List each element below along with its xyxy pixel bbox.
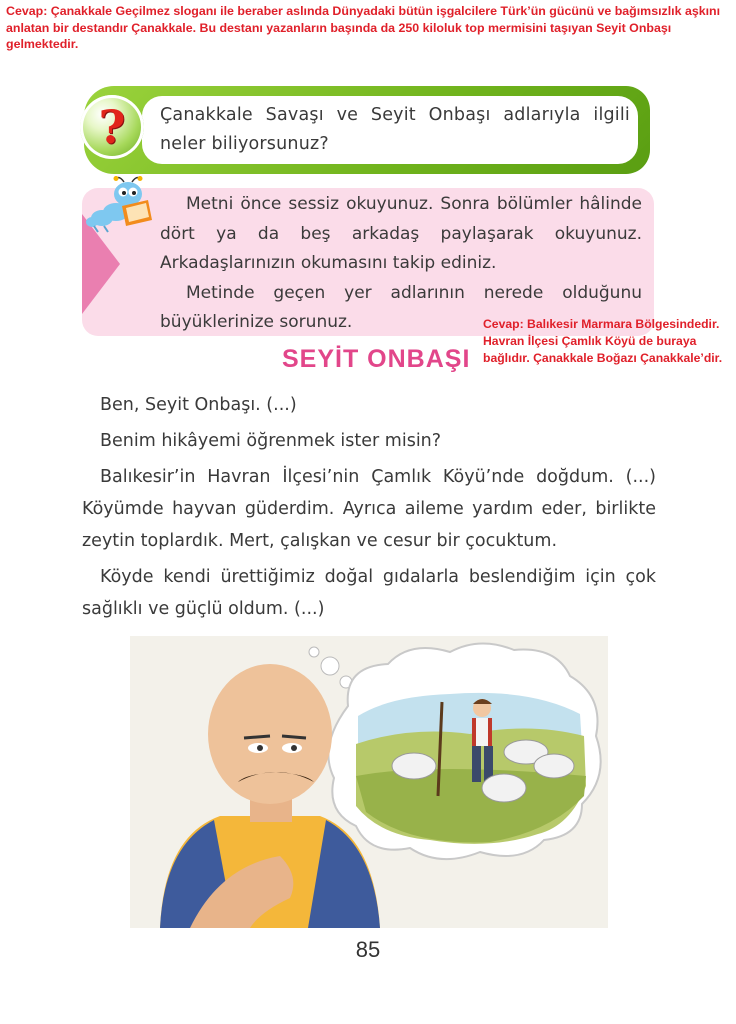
answer-note-top: Cevap: Çanakkale Geçilmez sloganı ile beraber aslında Dünyadaki bütün işgalcilere Türk’ün gücünü ve bağımsızlık aşkını anlatan bir destandır Çanakkale. Bu destanı yazanların başında da 250 kiloluk top mermisini taşıyan Seyit Onbaşı gelmektedir. [6,4,721,51]
question-text: Çanakkale Savaşı ve Seyit Onbaşı adlarıyla ilgili neler biliyorsunuz? [160,105,630,154]
question-mark-glyph: ? [98,100,126,154]
story-paragraph: Ben, Seyit Onbaşı. (...) [100,395,297,415]
page-number: 85 [355,937,381,962]
story-illustration [130,636,608,928]
reading-bug-icon [86,176,164,242]
story-paragraph: Köyde kendi ürettiğimiz doğal gıdalarla beslendiğim için çok sağlıklı ve güçlü oldum. (...) [82,567,656,619]
story-title: SEYİT ONBAŞI [282,345,471,373]
story-text [82,389,656,629]
story-paragraph: Balıkesir’in Havran İlçesi’nin Çamlık Köyü’nde doğdum. (...) Köyümde hayvan güderdim. Ayrıca aileme yardım eder, birlikte zeytin toplardık. Mert, çalışkan ve cesur bir çocuktum. [82,467,656,551]
instruction-paragraph: Metni önce sessiz okuyunuz. Sonra bölümler hâlinde dört ya da beş arkadaş paylaşarak okuyunuz. Arkadaşlarınızın okumasını takip ediniz. [160,194,642,273]
story-paragraph: Benim hikâyemi öğrenmek ister misin? [100,431,442,451]
instruction-paragraph: Metinde geçen yer adlarının nerede olduğunu büyüklerinize sorunuz. [160,282,642,332]
answer-note-side: Cevap: Balıkesir Marmara Bölgesindedir. Havran İlçesi Çamlık Köyü de buraya bağlıdır. Çanakkale Boğazı Çanakkale’dir. [483,317,723,365]
